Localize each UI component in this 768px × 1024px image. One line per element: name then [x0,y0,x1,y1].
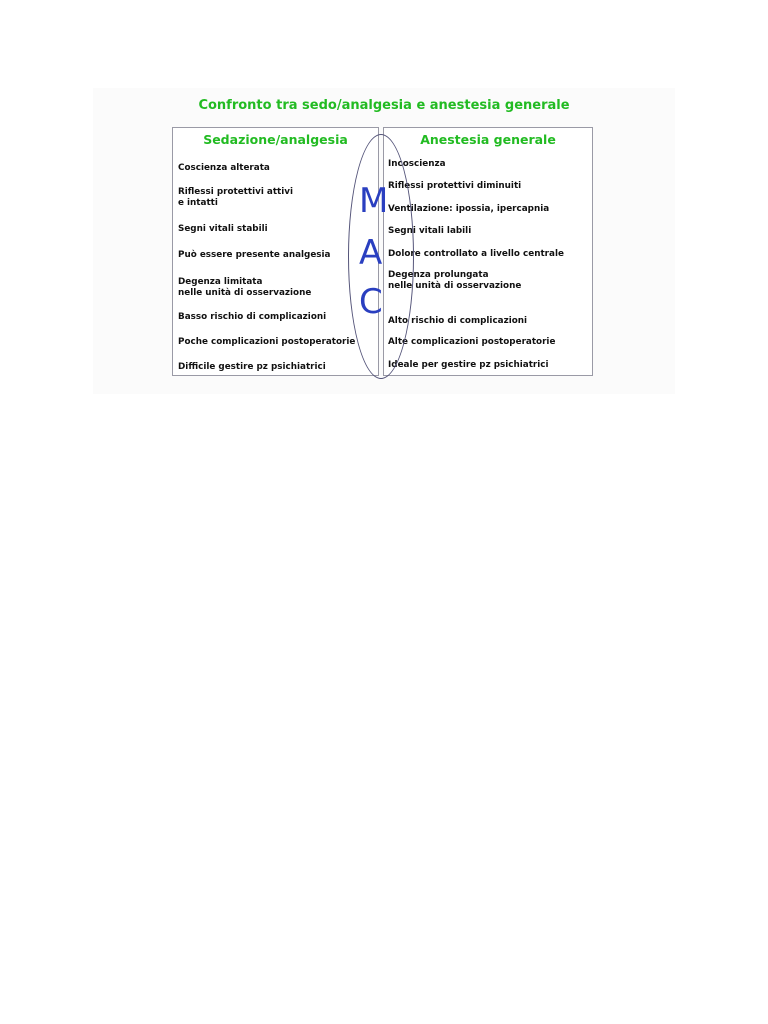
sedation-item: Riflessi protettivi attivi e intatti [178,187,294,208]
anesthesia-item: Alto rischio di complicazioni [388,316,528,326]
anesthesia-item: Ideale per gestire pz psichiatrici [388,360,549,370]
anesthesia-item: Segni vitali labili [388,226,472,236]
anesthesia-item: Ventilazione: ipossia, ipercapnia [388,204,550,214]
anesthesia-item: Dolore controllato a livello centrale [388,249,564,259]
sedation-heading: Sedazione/analgesia [203,132,348,147]
anesthesia-item: Incoscienza [388,159,446,169]
mac-letter-a: A [359,233,383,273]
anesthesia-item: Degenza prolungata nelle unità di osservazione [388,270,522,291]
mac-letter-c: C [359,282,383,322]
sedation-item: Segni vitali stabili [178,224,268,234]
sedation-item: Basso rischio di complicazioni [178,312,327,322]
sedation-item: Coscienza alterata [178,163,270,173]
mac-letter-m: M [359,181,389,221]
anesthesia-heading: Anestesia generale [420,132,556,147]
anesthesia-item: Alte complicazioni postoperatorie [388,337,556,347]
sedation-item: Difficile gestire pz psichiatrici [178,362,326,372]
anesthesia-column [383,127,593,376]
slide-title: Confronto tra sedo/analgesia e anestesia generale [198,98,570,113]
sedation-item: Degenza limitata nelle unità di osservazione [178,277,312,298]
sedation-item: Può essere presente analgesia [178,250,331,260]
sedation-item: Poche complicazioni postoperatorie [178,337,356,347]
anesthesia-item: Riflessi protettivi diminuiti [388,181,522,191]
